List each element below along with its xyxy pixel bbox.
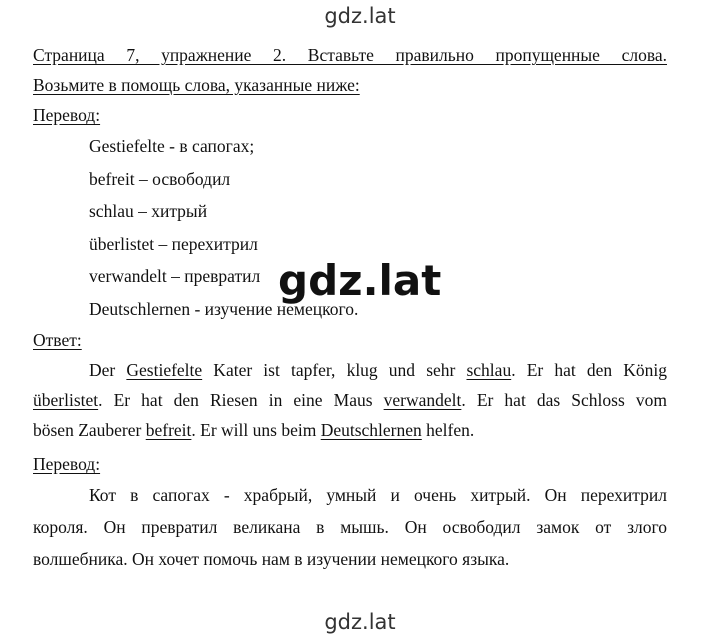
vocab-item: Deutschlernen - изучение немецкого. <box>89 298 359 319</box>
translation2-line-1: Кот в сапогах - храбрый, умный и очень хитрый. Он перехитрил <box>89 485 667 505</box>
watermark-bottom: gdz.lat <box>324 610 396 634</box>
answer-paragraph <box>33 355 667 445</box>
answer-word-verwandelt: verwandelt <box>383 390 462 410</box>
vocab-item: befreit – освободил <box>89 168 231 189</box>
translation-heading: Перевод: <box>33 105 101 125</box>
answer-word-deutschlernen: Deutschlernen <box>320 420 422 440</box>
task-line-1: Страница 7, упражнение 2. Вставьте правильно пропущенные слова. <box>33 45 667 65</box>
translation2-line-3: волшебника. Он хочет помочь нам в изучении немецкого языка. <box>33 549 510 569</box>
answer-word-gestiefelte: Gestiefelte <box>126 360 203 380</box>
task-line-2: Возьмите в помощь слова, указанные ниже: <box>33 75 360 95</box>
answer-text: . Er hat das Schloss vom <box>461 390 667 410</box>
answer-text: bösen Zauberer <box>33 420 146 440</box>
answer-word-befreit: befreit <box>145 420 192 440</box>
vocab-item: schlau – хитрый <box>89 201 208 221</box>
watermark-top: gdz.lat <box>324 4 396 28</box>
answer-word-schlau: schlau <box>466 360 512 380</box>
vocab-item: verwandelt – превратил <box>89 266 261 286</box>
answer-text: . Er will uns beim <box>191 420 321 440</box>
translation2-line-2: короля. Он превратил великана в мышь. Он освободил замок от злого <box>33 517 667 537</box>
answer-line-3 <box>33 415 667 445</box>
vocab-item: Gestiefelte - в сапогах; <box>89 136 255 156</box>
translation2-paragraph <box>33 479 667 575</box>
document-body <box>33 40 667 575</box>
answer-text: Der <box>89 360 127 380</box>
answer-heading-row <box>33 325 667 355</box>
answer-text: Kater ist tapfer, klug und sehr <box>202 360 467 380</box>
answer-line-1 <box>33 355 667 385</box>
watermark-center: gdz.lat <box>278 256 442 305</box>
answer-word-ueberlistet: überlistet <box>33 390 99 410</box>
translation2-heading: Перевод: <box>33 454 101 474</box>
answer-heading: Ответ: <box>33 330 82 350</box>
answer-line-2 <box>33 385 667 415</box>
answer-text: . Er hat den Riesen in eine Maus <box>98 390 384 410</box>
answer-text: helfen. <box>421 420 475 440</box>
vocab-item: überlistet – перехитрил <box>89 233 258 254</box>
answer-text: . Er hat den König <box>511 360 668 380</box>
translation2-heading-row <box>33 449 667 479</box>
